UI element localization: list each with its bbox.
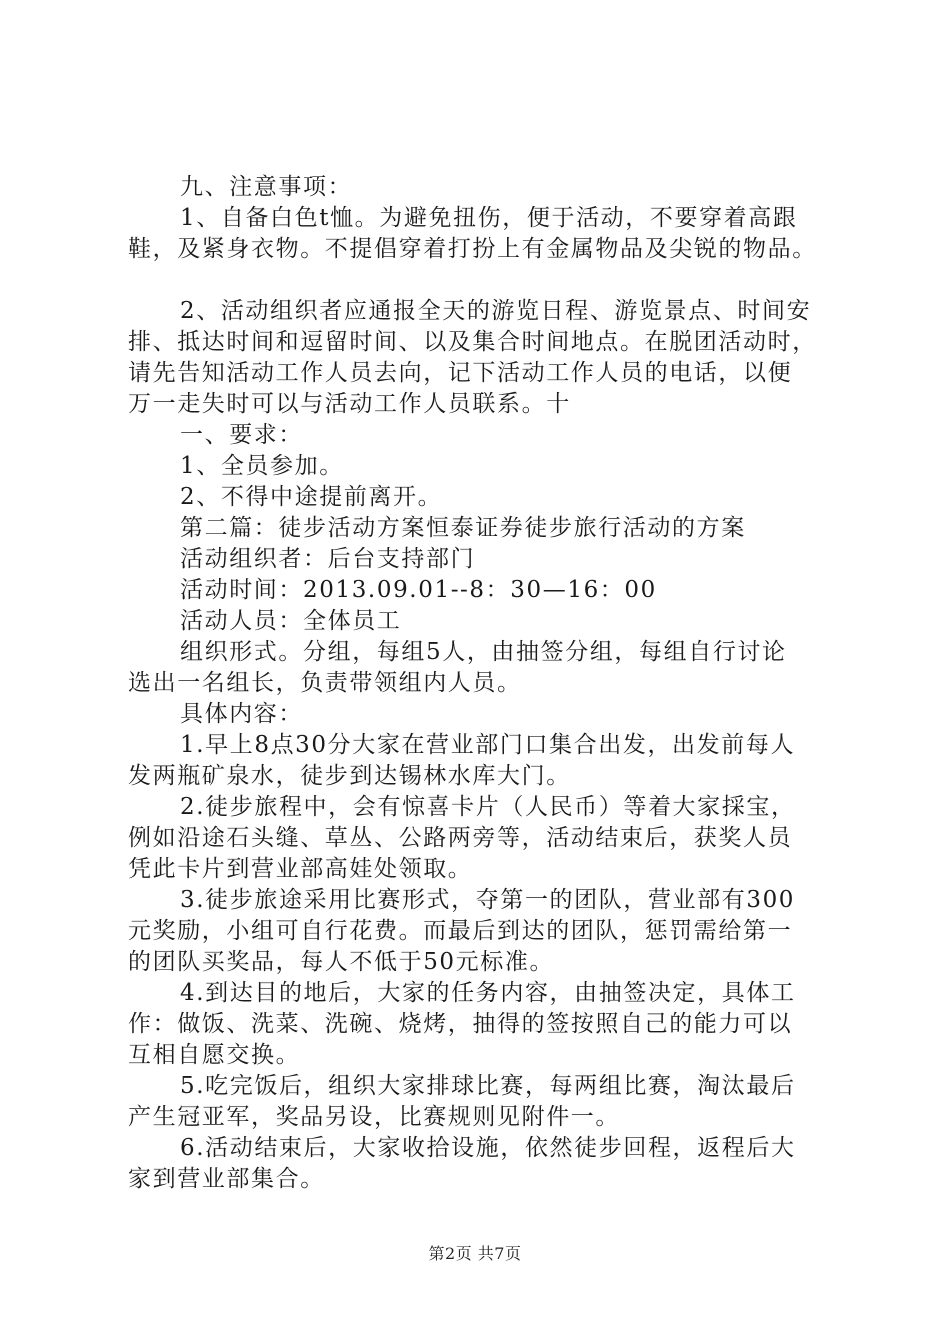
paragraph-line: 6.活动结束后，大家收拾设施，依然徒步回程，返程后大 xyxy=(180,1135,796,1161)
paragraph-line: 家到营业部集合。 xyxy=(128,1166,325,1192)
activity-organizer: 活动组织者：后台支持部门 xyxy=(180,546,476,572)
list-item: 1、全员参加。 xyxy=(180,453,344,479)
section-heading-content: 具体内容： xyxy=(180,701,303,727)
section-heading-requirements: 一、要求： xyxy=(180,422,303,448)
page-number-footer: 第2页 共7页 xyxy=(428,1244,522,1263)
activity-participants: 活动人员：全体员工 xyxy=(180,608,402,634)
paragraph-line: 凭此卡片到营业部高娃处领取。 xyxy=(128,856,473,882)
paragraph-line: 元奖励，小组可自行花费。而最后到达的团队，惩罚需给第一 xyxy=(128,918,793,944)
paragraph-line: 2.徒步旅程中，会有惊喜卡片（人民币）等着大家採宝， xyxy=(180,794,796,820)
section-heading-notes: 九、注意事项： xyxy=(180,174,353,200)
paragraph-line: 的团队买奖品，每人不低于50元标准。 xyxy=(128,949,555,975)
paragraph-line: 万一走失时可以与活动工作人员联系。十 xyxy=(128,391,571,417)
paragraph-spacer xyxy=(128,265,840,296)
document-body xyxy=(128,172,840,1195)
chapter-title: 第二篇：徒步活动方案恒泰证券徒步旅行活动的方案 xyxy=(180,515,746,541)
paragraph-line: 请先告知活动工作人员去向，记下活动工作人员的电话，以便 xyxy=(128,360,793,386)
list-item: 2、不得中途提前离开。 xyxy=(180,484,443,510)
paragraph-line: 互相自愿交换。 xyxy=(128,1042,301,1068)
paragraph-line: 发两瓶矿泉水，徒步到达锡林水库大门。 xyxy=(128,763,571,789)
paragraph-line: 产生冠亚军，奖品另设，比赛规则见附件一。 xyxy=(128,1104,620,1130)
paragraph-line: 作：做饭、洗菜、洗碗、烧烤，抽得的签按照自己的能力可以 xyxy=(128,1011,793,1037)
paragraph-line: 1.早上8点30分大家在营业部门口集合出发，出发前每人 xyxy=(180,732,796,758)
paragraph-line: 1、自备白色t恤。为避免扭伤，便于活动，不要穿着高跟 xyxy=(180,205,798,231)
paragraph-line: 鞋，及紧身衣物。不提倡穿着打扮上有金属物品及尖锐的物品。 xyxy=(128,236,817,262)
paragraph-line: 排、抵达时间和逗留时间、以及集合时间地点。在脱团活动时， xyxy=(128,329,817,355)
paragraph-line: 选出一名组长，负责带领组内人员。 xyxy=(128,670,522,696)
paragraph-line: 3.徒步旅途采用比赛形式，夺第一的团队，营业部有300 xyxy=(180,887,796,913)
paragraph-line: 例如沿途石头缝、草丛、公路两旁等，活动结束后，获奖人员 xyxy=(128,825,793,851)
paragraph-line: 4.到达目的地后，大家的任务内容，由抽签决定，具体工 xyxy=(180,980,796,1006)
paragraph-line: 组织形式。分组，每组5人，由抽签分组，每组自行讨论 xyxy=(180,639,787,665)
paragraph-line: 5.吃完饭后，组织大家排球比赛，每两组比赛，淘汰最后 xyxy=(180,1073,796,1099)
paragraph-line: 2、活动组织者应通报全天的游览日程、游览景点、时间安 xyxy=(180,298,812,324)
activity-time: 活动时间：2013.09.01--8：30—16：00 xyxy=(180,577,657,603)
